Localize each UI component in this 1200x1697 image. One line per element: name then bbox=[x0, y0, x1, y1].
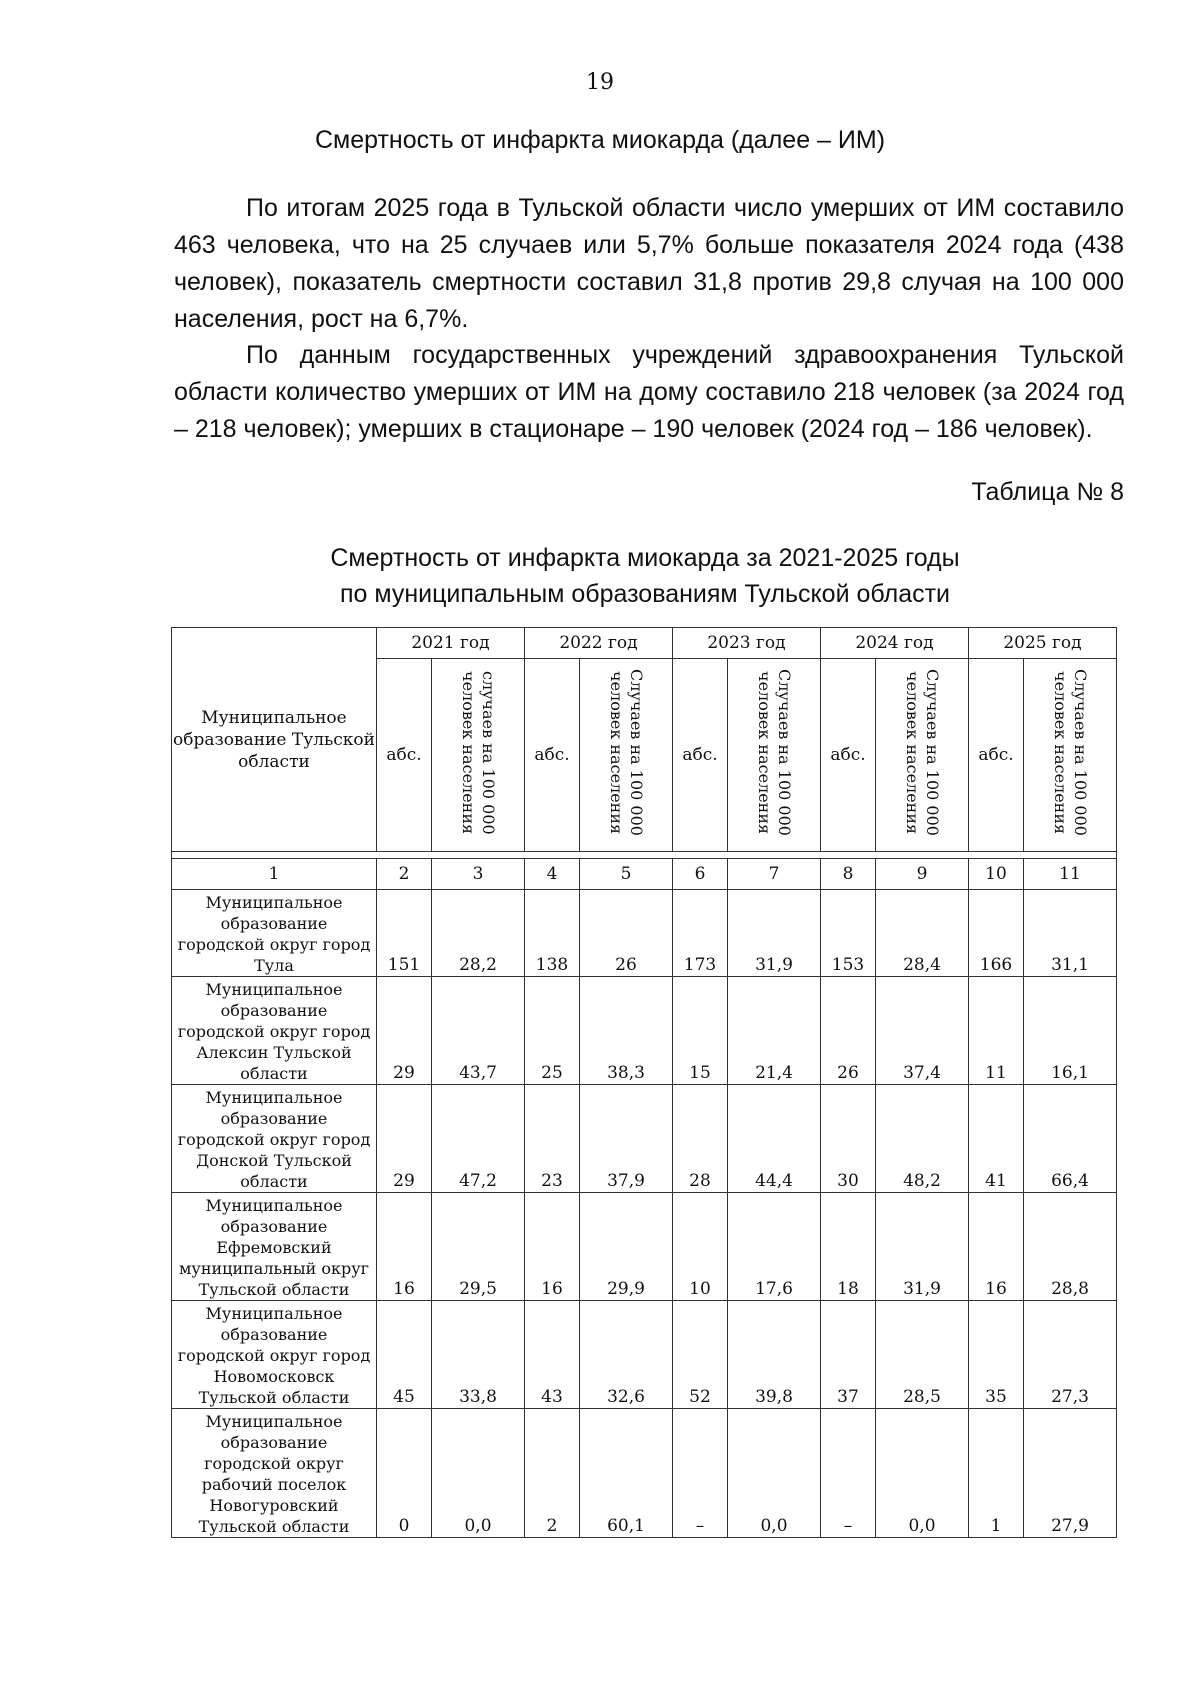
rate-value: 66,4 bbox=[1024, 1085, 1117, 1193]
table-row bbox=[172, 1409, 1117, 1538]
column-number: 11 bbox=[1024, 859, 1117, 890]
abs-value: 29 bbox=[377, 1085, 432, 1193]
rate-value: 43,7 bbox=[432, 977, 525, 1085]
column-number: 1 bbox=[172, 859, 377, 890]
abs-value: 29 bbox=[377, 977, 432, 1085]
rate-header-text: Случаев на 100 000 человек населения bbox=[607, 669, 646, 836]
rate-header bbox=[580, 659, 673, 852]
rate-value: 48,2 bbox=[876, 1085, 969, 1193]
year-header: 2023 год bbox=[673, 628, 821, 659]
table-row bbox=[172, 890, 1117, 977]
table-title-line-2: по муниципальным образованиям Тульской области bbox=[339, 580, 951, 608]
rate-value: 31,9 bbox=[876, 1193, 969, 1301]
abs-header: абс. bbox=[377, 659, 432, 852]
abs-value: – bbox=[673, 1409, 728, 1538]
rate-value: 37,9 bbox=[580, 1085, 673, 1193]
header-gap bbox=[172, 852, 1117, 859]
abs-value: 43 bbox=[525, 1301, 580, 1409]
rate-value: 37,4 bbox=[876, 977, 969, 1085]
abs-value: 41 bbox=[969, 1085, 1024, 1193]
abs-value: 0 bbox=[377, 1409, 432, 1538]
abs-value: 23 bbox=[525, 1085, 580, 1193]
rate-header-text: Случаев на 100 000 человек населения bbox=[1051, 669, 1090, 836]
abs-value: 30 bbox=[821, 1085, 876, 1193]
municipality-name: Муниципальное образование городской округ город Новомосковск Тульской области bbox=[172, 1301, 377, 1409]
rate-value: 29,9 bbox=[580, 1193, 673, 1301]
rate-value: 33,8 bbox=[432, 1301, 525, 1409]
rate-value: 27,9 bbox=[1024, 1409, 1117, 1538]
rate-value: 32,6 bbox=[580, 1301, 673, 1409]
abs-value: 151 bbox=[377, 890, 432, 977]
rate-value: 28,4 bbox=[876, 890, 969, 977]
rate-value: 16,1 bbox=[1024, 977, 1117, 1085]
rate-value: 0,0 bbox=[432, 1409, 525, 1538]
column-number-row bbox=[172, 859, 1117, 890]
abs-value: 45 bbox=[377, 1301, 432, 1409]
rate-value: 38,3 bbox=[580, 977, 673, 1085]
column-number: 8 bbox=[821, 859, 876, 890]
year-header: 2024 год bbox=[821, 628, 969, 659]
abs-header: абс. bbox=[673, 659, 728, 852]
rate-header bbox=[1024, 659, 1117, 852]
rate-value: 0,0 bbox=[876, 1409, 969, 1538]
municipality-name: Муниципальное образование городской округ город Тула bbox=[172, 890, 377, 977]
abs-value: 1 bbox=[969, 1409, 1024, 1538]
rate-value: 47,2 bbox=[432, 1085, 525, 1193]
year-header: 2025 год bbox=[969, 628, 1117, 659]
section-title: Смертность от инфаркта миокарда (далее – ИМ) bbox=[314, 126, 886, 154]
rate-header bbox=[876, 659, 969, 852]
rate-value: 31,1 bbox=[1024, 890, 1117, 977]
rate-value: 39,8 bbox=[728, 1301, 821, 1409]
column-header-municipality: Муниципальное образование Тульской области bbox=[172, 628, 377, 852]
abs-value: 25 bbox=[525, 977, 580, 1085]
abs-value: – bbox=[821, 1409, 876, 1538]
table-title-line-1: Смертность от инфаркта миокарда за 2021-2025 годы bbox=[330, 544, 960, 572]
column-number: 2 bbox=[377, 859, 432, 890]
abs-value: 35 bbox=[969, 1301, 1024, 1409]
rate-value: 44,4 bbox=[728, 1085, 821, 1193]
table-row bbox=[172, 1301, 1117, 1409]
municipality-name: Муниципальное образование Ефремовский муниципальный округ Тульской области bbox=[172, 1193, 377, 1301]
abs-value: 11 bbox=[969, 977, 1024, 1085]
municipality-name: Муниципальное образование городской округ город Алексин Тульской области bbox=[172, 977, 377, 1085]
column-number: 5 bbox=[580, 859, 673, 890]
column-number: 4 bbox=[525, 859, 580, 890]
rate-value: 17,6 bbox=[728, 1193, 821, 1301]
mortality-table bbox=[171, 627, 1117, 1538]
column-number: 6 bbox=[673, 859, 728, 890]
column-number: 9 bbox=[876, 859, 969, 890]
abs-value: 37 bbox=[821, 1301, 876, 1409]
table-row bbox=[172, 977, 1117, 1085]
abs-value: 18 bbox=[821, 1193, 876, 1301]
paragraph-1: По итогам 2025 года в Тульской области число умерших от ИМ составило 463 человека, что на 25 случаев или 5,7% больше показателя 2024 года (438 человек), показатель смертности составил 31,8 против 29,8 случая на 100 000 населения, рост на 6,7%. bbox=[174, 194, 1124, 333]
rate-value: 27,3 bbox=[1024, 1301, 1117, 1409]
abs-value: 153 bbox=[821, 890, 876, 977]
table-label: Таблица № 8 bbox=[971, 478, 1124, 506]
abs-value: 15 bbox=[673, 977, 728, 1085]
rate-value: 21,4 bbox=[728, 977, 821, 1085]
abs-value: 2 bbox=[525, 1409, 580, 1538]
abs-header: абс. bbox=[821, 659, 876, 852]
page-number: 19 bbox=[586, 70, 614, 95]
rate-header bbox=[728, 659, 821, 852]
abs-value: 52 bbox=[673, 1301, 728, 1409]
abs-value: 138 bbox=[525, 890, 580, 977]
rate-header bbox=[432, 659, 525, 852]
rate-header-text: Случаев на 100 000 человек населения bbox=[755, 669, 794, 836]
abs-value: 16 bbox=[377, 1193, 432, 1301]
rate-value: 29,5 bbox=[432, 1193, 525, 1301]
year-header: 2021 год bbox=[377, 628, 525, 659]
year-header: 2022 год bbox=[525, 628, 673, 659]
rate-header-text: случаев на 100 000 человек населения bbox=[459, 670, 498, 835]
table-row bbox=[172, 1193, 1117, 1301]
abs-value: 16 bbox=[969, 1193, 1024, 1301]
abs-value: 166 bbox=[969, 890, 1024, 977]
rate-header-text: Случаев на 100 000 человек населения bbox=[903, 669, 942, 836]
table-title bbox=[0, 540, 1200, 612]
rate-value: 28,2 bbox=[432, 890, 525, 977]
table-row bbox=[172, 1085, 1117, 1193]
column-number: 7 bbox=[728, 859, 821, 890]
abs-value: 16 bbox=[525, 1193, 580, 1301]
rate-value: 26 bbox=[580, 890, 673, 977]
column-number: 10 bbox=[969, 859, 1024, 890]
municipality-name: Муниципальное образование городской округ рабочий поселок Новогуровский Тульской области bbox=[172, 1409, 377, 1538]
rate-value: 28,5 bbox=[876, 1301, 969, 1409]
abs-value: 173 bbox=[673, 890, 728, 977]
municipality-name: Муниципальное образование городской округ город Донской Тульской области bbox=[172, 1085, 377, 1193]
abs-value: 10 bbox=[673, 1193, 728, 1301]
abs-value: 28 bbox=[673, 1085, 728, 1193]
rate-value: 0,0 bbox=[728, 1409, 821, 1538]
abs-header: абс. bbox=[969, 659, 1024, 852]
abs-header: абс. bbox=[525, 659, 580, 852]
rate-value: 31,9 bbox=[728, 890, 821, 977]
paragraph-2: По данным государственных учреждений здравоохранения Тульской области количество умерших от ИМ на дому составило 218 человек (за 2024 год – 218 человек); умерших в стационаре – 190 человек (2024 год – 186 человек). bbox=[174, 341, 1124, 443]
column-number: 3 bbox=[432, 859, 525, 890]
rate-value: 28,8 bbox=[1024, 1193, 1117, 1301]
abs-value: 26 bbox=[821, 977, 876, 1085]
rate-value: 60,1 bbox=[580, 1409, 673, 1538]
